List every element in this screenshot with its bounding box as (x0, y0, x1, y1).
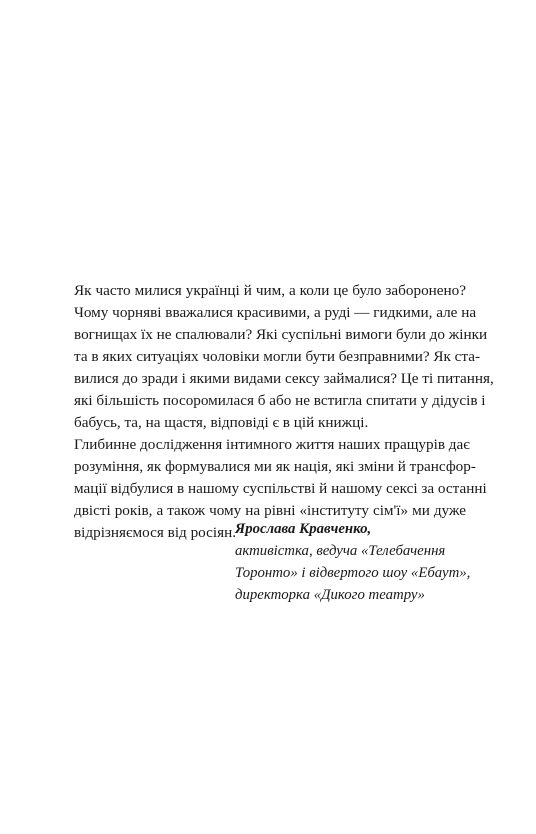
author-credential: активістка, ведуча «Телебачення (235, 543, 446, 559)
paragraph2-line: мації відбулися в нашому суспільстві й нашому сексі за останні (74, 480, 487, 497)
author-credential: директорка «Дикого театру» (235, 587, 425, 603)
signature-block (235, 518, 475, 606)
paragraph2-line: розуміння, як формувалися ми як нація, які зміни й трансфор- (74, 458, 476, 475)
blurb-text (74, 280, 494, 544)
paragraph1-line: Як часто милися українці й чим, а коли це було заборонено? (74, 282, 466, 299)
paragraph1-line: та в яких ситуаціях чоловіки могли бути безправними? Як ста- (74, 348, 481, 365)
author-credential: Торонто» і відвертого шоу «Ебаут», (235, 565, 471, 581)
paragraph2-line: двісті років, а також чому на рівні «інституту сім'ї» ми дуже (74, 502, 466, 519)
paragraph1-line: Чому чорняві вважалися красивими, а руді — гидкими, але на (74, 304, 477, 321)
author-name: Ярослава Кравченко, (235, 521, 372, 537)
paragraph2-line: Глибинне дослідження інтимного життя наших пращурів дає (74, 436, 470, 453)
paragraph1-line: які більшість посоромилася б або не встигла спитати у дідусів і (74, 392, 486, 409)
paragraph1-line: вогнищах їх не спалювали? Які суспільні вимоги були до жінки (74, 326, 488, 343)
paragraph2-line: відрізняємося від росіян. (74, 524, 237, 541)
paragraph1-line: вилися до зради і якими видами сексу займалися? Це ті питання, (74, 370, 494, 387)
paragraph1-line: бабусь, та, на щастя, відповіді є в цій книжці. (74, 414, 369, 431)
